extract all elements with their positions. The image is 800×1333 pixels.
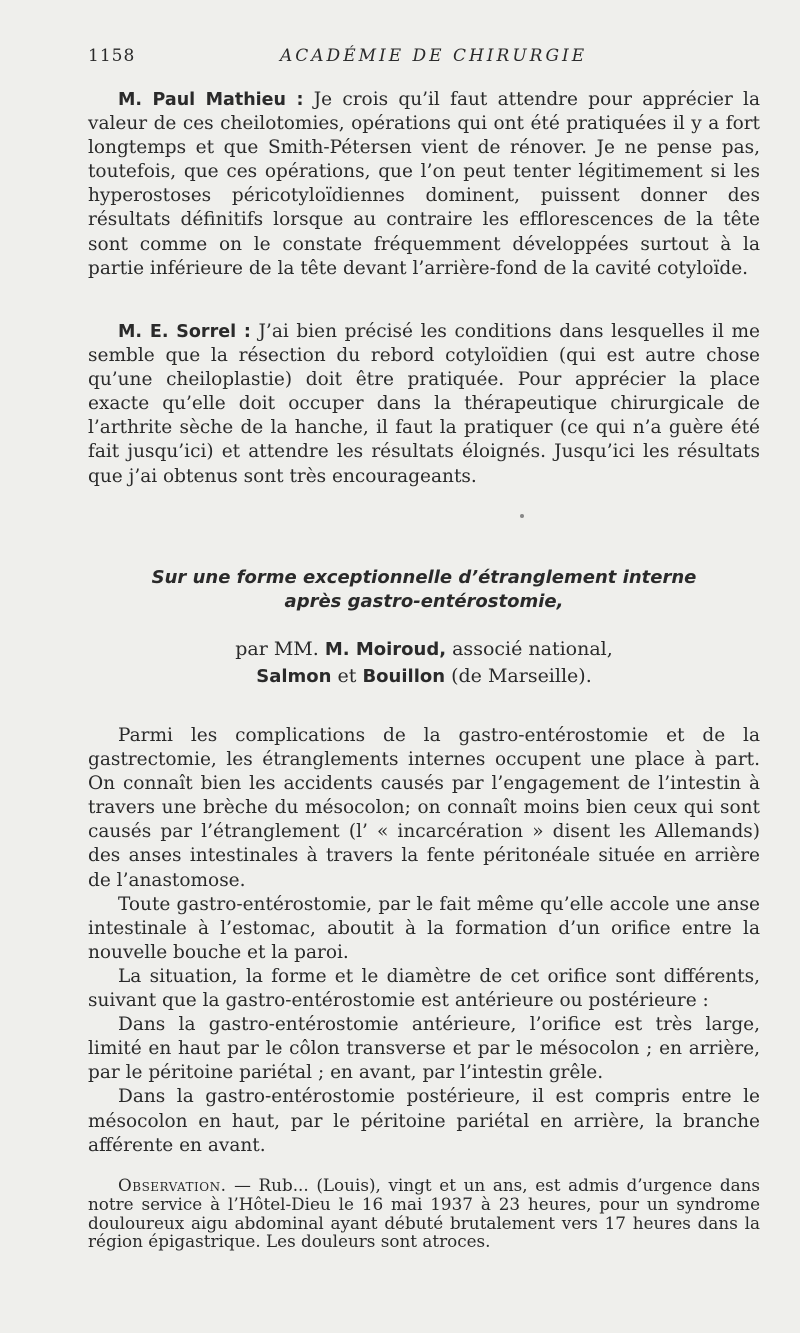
sorrel-paragraph [88, 320, 760, 489]
article-title-line-2: après gastro-entérostomie, [284, 591, 564, 612]
mathieu-paragraph [88, 88, 760, 281]
authors-origin: (de Marseille). [451, 665, 592, 687]
observation-label: Observation. [118, 1175, 227, 1195]
author-role: associé national, [452, 638, 613, 660]
speaker-mathieu: M. Paul Mathieu : [118, 90, 304, 110]
body-paragraph: Toute gastro-entérostomie, par le fait même qu’elle accole une anse intestinale à l’estomac, aboutit à la formation d’un orifice entre la nouvelle bouche et la paroi. [88, 893, 760, 963]
print-speck [520, 514, 524, 518]
author-salmon: Salmon [256, 666, 332, 687]
article-title-line-1: Sur une forme exceptionnelle d’étranglement interne [151, 567, 697, 588]
body-paragraph: Dans la gastro-entérostomie antérieure, l’orifice est très large, limité en haut par le côlon transverse et par le mésocolon ; en arrière, par le péritoine pariétal ; en avant, par l’intestin grêle. [88, 1014, 760, 1084]
authors-line-2 [88, 663, 760, 690]
page-number: 1158 [88, 46, 136, 66]
mathieu-discussion [88, 88, 760, 281]
sorrel-discussion [88, 320, 760, 489]
body-paragraph: Dans la gastro-entérostomie postérieure, il est compris entre le mésocolon en haut, par le péritoine pariétal en arrière, la branche afférente en avant. [88, 1086, 760, 1156]
author-bouillon: Bouillon [362, 666, 446, 687]
authors-and: et [337, 665, 357, 687]
body-paragraph: Parmi les complications de la gastro-entérostomie et de la gastrectomie, les étranglements internes occupent une place à part. On connaît bien les accidents causés par l’engagement de l’intestin à travers une brèche du mésocolon; on connaît moins bien ceux qui sont causés par l’étranglement (l’ « incarcération » disent les Allemands) des anses intestinales à travers la fente péritonéale située en arrière de l’anastomose. [88, 725, 760, 891]
running-title: ACADÉMIE DE CHIRURGIE [280, 46, 588, 66]
sorrel-text: J’ai bien précisé les conditions dans lesquelles il me semble que la résection du rebord cotyloïdien (qui est autre chose qu’une cheiloplastie) doit être pratiquée. Pour apprécier la place exacte qu’elle doit occuper dans la thérapeutique chirurgicale de l’arthrite sèche de la hanche, il faut la pratiquer (ce qui n’a guère été fait jusqu’ici) et attendre les résultats éloignés. Jusqu’ici les résultats que j’ai obtenus sont très encourageants. [88, 321, 760, 487]
article-authors [88, 636, 760, 690]
article-title [88, 566, 760, 614]
observation-paragraph [88, 1176, 760, 1251]
article-body [88, 724, 760, 1158]
author-moiroud: M. Moiroud, [324, 639, 447, 660]
mathieu-text: Je crois qu’il faut attendre pour apprécier la valeur de ces cheilotomies, opérations qui ont été pratiquées il y a fort longtemps et que Smith-Pétersen vient de rénover. Je ne pense pas, toutefois, que ces opérations, que l’on peut tenter légitimement si les hyperostoses péricotyloïdiennes dominent, puissent donner des résultats définitifs lorsque au contraire les efflorescences de la tête sont comme on le constate fréquemment développées surtout à la partie inférieure de la tête devant l’arrière-fond de la cavité cotyloïde. [88, 89, 760, 279]
page-header [88, 46, 760, 68]
observation-text: — Rub... (Louis), vingt et un ans, est admis d’urgence dans notre service à l’Hôtel-Dieu le 16 mai 1937 à 23 heures, pour un syndrome douloureux aigu abdominal ayant débuté brutalement vers 17 heures dans la région épigastrique. Les douleurs sont atroces. [88, 1175, 760, 1252]
speaker-sorrel: M. E. Sorrel : [118, 322, 251, 342]
authors-prefix: par MM. [235, 638, 319, 660]
authors-line-1 [88, 636, 760, 663]
body-paragraph: La situation, la forme et le diamètre de cet orifice sont différents, suivant que la gastro-entérostomie est antérieure ou postérieure : [88, 965, 760, 1012]
